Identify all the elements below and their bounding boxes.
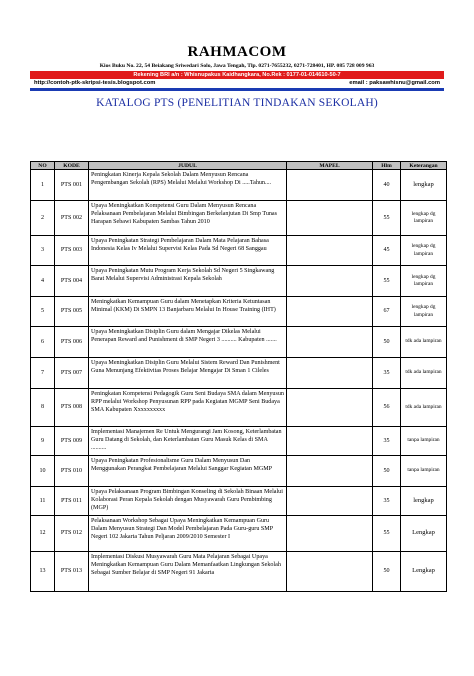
row-no: 1 [31,170,55,201]
document-page [0,44,474,676]
row-no: 8 [31,389,55,427]
row-hlm: 35 [373,427,401,456]
row-hlm: 56 [373,389,401,427]
row-keterangan: tanpa lampiran [401,427,447,456]
table-row [31,389,447,427]
row-no: 10 [31,456,55,487]
row-judul: Upaya Meningkatkan Disiplin Guru Melalui Sistem Reward Dan Punishment Guna Menunjang Efektivitas Proses Belajar Mengajar Di Sman 1 Cileles [89,358,287,389]
row-mapel [287,552,373,592]
row-mapel [287,297,373,327]
row-mapel [287,201,373,236]
header-mapel: MAPEL [287,162,373,170]
row-judul: Implementasi Diskusi Musyawarah Guru Mata Pelajaran Sebagai Upaya Meningkatkan Kemampuan Guru Dalam Memanfaatkan Lingkungan Sekolah Sebagai Sumber Belajar di SMP Negeri 91 Jakarta [89,552,287,592]
row-mapel [287,427,373,456]
row-kode: PTS 005 [55,297,89,327]
row-mapel [287,358,373,389]
contact-line [34,79,440,87]
row-judul: Upaya Meningkatkan Disiplin Guru dalam Mengajar Dikelas Melalui Penerapan Reward and Punishment di SMP Negeri 3 .......... Kabupaten ....... [89,327,287,358]
row-keterangan: lengkap dg lampiran [401,297,447,327]
row-keterangan: lengkap [401,487,447,516]
row-kode: PTS 007 [55,358,89,389]
row-judul: Pelaksanaan Workshop Sebagai Upaya Meningkatkan Kemampuan Guru Dalam Menyusun Strategi Dan Model Pembelajaran Pada Guru-guru SMP Negeri 102 Jakarta Tahun Peljaran 2009/2010 Semester I [89,516,287,552]
table-row [31,297,447,327]
table-row [31,456,447,487]
row-mapel [287,516,373,552]
table-row [31,266,447,297]
row-no: 3 [31,236,55,266]
row-kode: PTS 002 [55,201,89,236]
row-judul: Peningkatan Kinerja Kepala Sekolah Dalam Menyusun Rencana Pengembangan Sekolah (RPS) Melalui Melalui Workshop Di .....Tahun.... [89,170,287,201]
row-hlm: 55 [373,266,401,297]
row-kode: PTS 001 [55,170,89,201]
table-header-row [31,162,447,170]
header-hlm: Hlm [373,162,401,170]
row-judul: Upaya Peningkatan Strategi Pembelajaran Dalam Mata Pelajaran Bahasa Indonesia Kelas Iv Melalui Supervisi Kelas Pada Sd Negeri 68 Sanggau [89,236,287,266]
row-no: 4 [31,266,55,297]
row-hlm: 35 [373,358,401,389]
row-kode: PTS 013 [55,552,89,592]
row-no: 9 [31,427,55,456]
row-hlm: 55 [373,516,401,552]
row-keterangan: tdk ada lampiran [401,389,447,427]
row-no: 5 [31,297,55,327]
row-no: 7 [31,358,55,389]
row-hlm: 45 [373,236,401,266]
table-row [31,427,447,456]
row-hlm: 50 [373,552,401,592]
row-judul: Upaya Peningkatan Mutu Program Kerja Sekolah Sd Negeri 5 Singkawang Barat Melalui Supervisi Administrasi Kepala Sekolah [89,266,287,297]
table-row [31,201,447,236]
row-kode: PTS 010 [55,456,89,487]
row-keterangan: tdk ada lampiran [401,358,447,389]
table-row [31,358,447,389]
row-kode: PTS 012 [55,516,89,552]
brand-name: RAHMACOM [187,44,287,60]
row-no: 12 [31,516,55,552]
row-judul: Peningkatan Kompetensi Pedagogik Guru Seni Budaya SMA dalam Menyusun RPP melalui Workshop Penyusunan RPP pada Kegiatan MGMP Seni Budaya SMA Kabupaten Xxxxxxxxxx [89,389,287,427]
row-kode: PTS 011 [55,487,89,516]
row-judul: Upaya Peningkatan Profesionalisme Guru Dalam Menyusun Dan Menggunakan Perangkat Pembelajaran Melalui Sanggar Kegiatan MGMP [89,456,287,487]
row-kode: PTS 008 [55,389,89,427]
catalog-title: KATALOG PTS (PENELITIAN TINDAKAN SEKOLAH) [96,97,378,109]
row-mapel [287,170,373,201]
row-no: 11 [31,487,55,516]
row-hlm: 40 [373,170,401,201]
row-hlm: 50 [373,327,401,358]
email-text: email : paksawhisnu@gmail.com [349,80,440,86]
blog-link[interactable]: http://contoh-ptk-skripsi-tesis.blogspot.com [34,80,156,86]
bank-account-bar: Rekening BRI a/n : Whisnupakus Kaidhangkara, No.Rek : 0177-01-014610-50-7 [30,71,444,79]
row-judul: Implementasi Manajemen Re Untuk Mengurangi Jam Kosong, Keterlambatan Guru Datang di Sekolah, dan Keterlambatan Guru Masuk Kelas di SMA .......... [89,427,287,456]
header-judul: JUDUL [89,162,287,170]
header-divider [30,88,444,91]
row-hlm: 50 [373,456,401,487]
row-kode: PTS 006 [55,327,89,358]
row-keterangan: lengkap dg lampiran [401,266,447,297]
row-mapel [287,236,373,266]
row-keterangan: tdk ada lampiran [401,327,447,358]
row-keterangan: tanpa lampiran [401,456,447,487]
row-no: 2 [31,201,55,236]
table-row [31,487,447,516]
row-keterangan: Lengkap [401,552,447,592]
row-mapel [287,327,373,358]
row-kode: PTS 009 [55,427,89,456]
shop-address: Kios Buku No. 22, 54 Beiakang Sriwedari Solo, Jawa Tengah, Tlp. 0271-7655232, 0271-728401, HP. 085 728 009 963 [99,63,375,69]
row-kode: PTS 004 [55,266,89,297]
row-kode: PTS 003 [55,236,89,266]
row-keterangan: Lengkap [401,516,447,552]
header-kode: KODE [55,162,89,170]
row-mapel [287,266,373,297]
table-row [31,552,447,592]
row-hlm: 35 [373,487,401,516]
row-no: 6 [31,327,55,358]
row-mapel [287,487,373,516]
row-hlm: 67 [373,297,401,327]
row-keterangan: lengkap dg lampiran [401,236,447,266]
header-keterangan: Keterangan [401,162,447,170]
row-keterangan: lengkap dg lampiran [401,201,447,236]
row-keterangan: lengkap [401,170,447,201]
catalog-table [30,161,447,592]
row-judul: Upaya Meningkatkan Kompetensi Guru Dalam Menyusun Rencana Pelaksanaan Pembelajaran Melalui Bimbingan Berkelanjutan Di Smp Tunas Harapan Sebawi Kabupaten Sambas Tahun 2010 [89,201,287,236]
row-judul: Upaya Pelaksanaan Program Bimbingan Konseling di Sekolah Binaan Melalui Kolaborasi Peran Kepala Sekolah dengan Musyawarah Guru Pembimbing (MGP) [89,487,287,516]
row-no: 13 [31,552,55,592]
row-judul: Meningkatkan Kemampuan Guru dalam Menetapkan Kriteria Ketuntasan Minimal (KKM) Di SMPN 13 Banjarbaru Melalui In House Training (IHT) [89,297,287,327]
table-row [31,236,447,266]
table-row [31,170,447,201]
row-mapel [287,389,373,427]
row-hlm: 55 [373,201,401,236]
row-mapel [287,456,373,487]
table-row [31,327,447,358]
table-row [31,516,447,552]
header-no: NO [31,162,55,170]
